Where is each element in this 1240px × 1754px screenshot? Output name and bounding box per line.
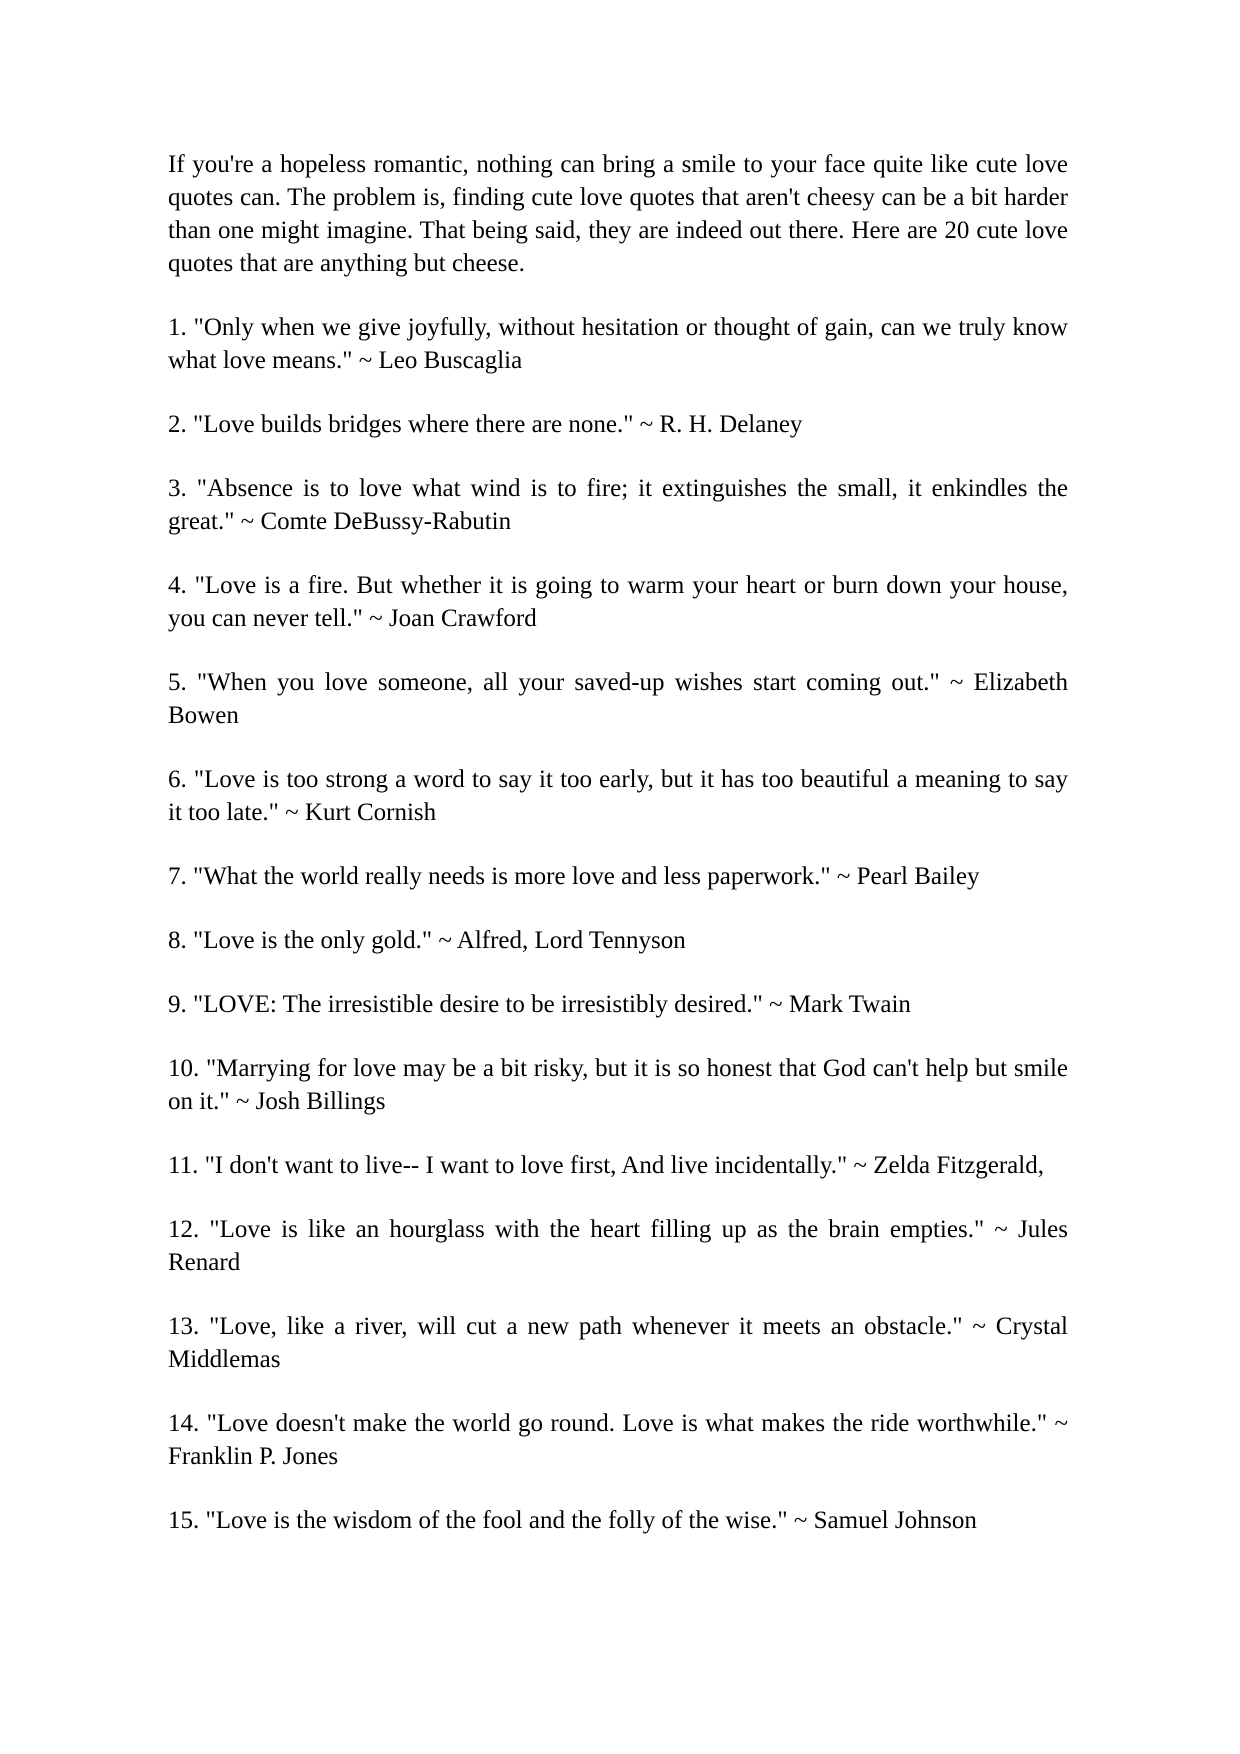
quote-paragraph: 9. "LOVE: The irresistible desire to be irresistibly desired." ~ Mark Twain	[168, 991, 911, 1018]
quote-paragraph: 7. "What the world really needs is more love and less paperwork." ~ Pearl Bailey	[168, 863, 980, 890]
quote-paragraph: 6. "Love is too strong a word to say it too early, but it has too beautiful a meaning to say it too late." ~ Kurt Cornish	[168, 766, 1068, 826]
quote-paragraph: 11. "I don't want to live-- I want to love first, And live incidentally." ~ Zelda Fitzgerald,	[168, 1152, 1044, 1179]
quote-paragraph: 8. "Love is the only gold." ~ Alfred, Lord Tennyson	[168, 927, 686, 954]
quote-paragraph: 15. "Love is the wisdom of the fool and the folly of the wise." ~ Samuel Johnson	[168, 1507, 977, 1534]
quote-paragraph: 1. "Only when we give joyfully, without hesitation or thought of gain, can we truly know what love means." ~ Leo Buscaglia	[168, 314, 1068, 374]
quote-paragraph: 2. "Love builds bridges where there are none." ~ R. H. Delaney	[168, 411, 803, 438]
quote-paragraph: 10. "Marrying for love may be a bit risky, but it is so honest that God can't help but smile on it." ~ Josh Billings	[168, 1055, 1068, 1115]
intro-paragraph: If you're a hopeless romantic, nothing can bring a smile to your face quite like cute love quotes can. The problem is, finding cute love quotes that aren't cheesy can be a bit harder than one might imagine. That being said, they are indeed out there. Here are 20 cute love quotes that are anything but cheese.	[168, 151, 1068, 277]
quote-paragraph: 3. "Absence is to love what wind is to fire; it extinguishes the small, it enkindles the great." ~ Comte DeBussy-Rabutin	[168, 475, 1068, 535]
quote-paragraph: 14. "Love doesn't make the world go round. Love is what makes the ride worthwhile." ~ Franklin P. Jones	[168, 1410, 1068, 1470]
quote-paragraph: 13. "Love, like a river, will cut a new path whenever it meets an obstacle." ~ Crystal Middlemas	[168, 1313, 1068, 1373]
quote-paragraph: 12. "Love is like an hourglass with the heart filling up as the brain empties." ~ Jules Renard	[168, 1216, 1068, 1276]
quote-paragraph: 5. "When you love someone, all your saved-up wishes start coming out." ~ Elizabeth Bowen	[168, 669, 1068, 729]
quote-paragraph: 4. "Love is a fire. But whether it is going to warm your heart or burn down your house, you can never tell." ~ Joan Crawford	[168, 572, 1068, 632]
